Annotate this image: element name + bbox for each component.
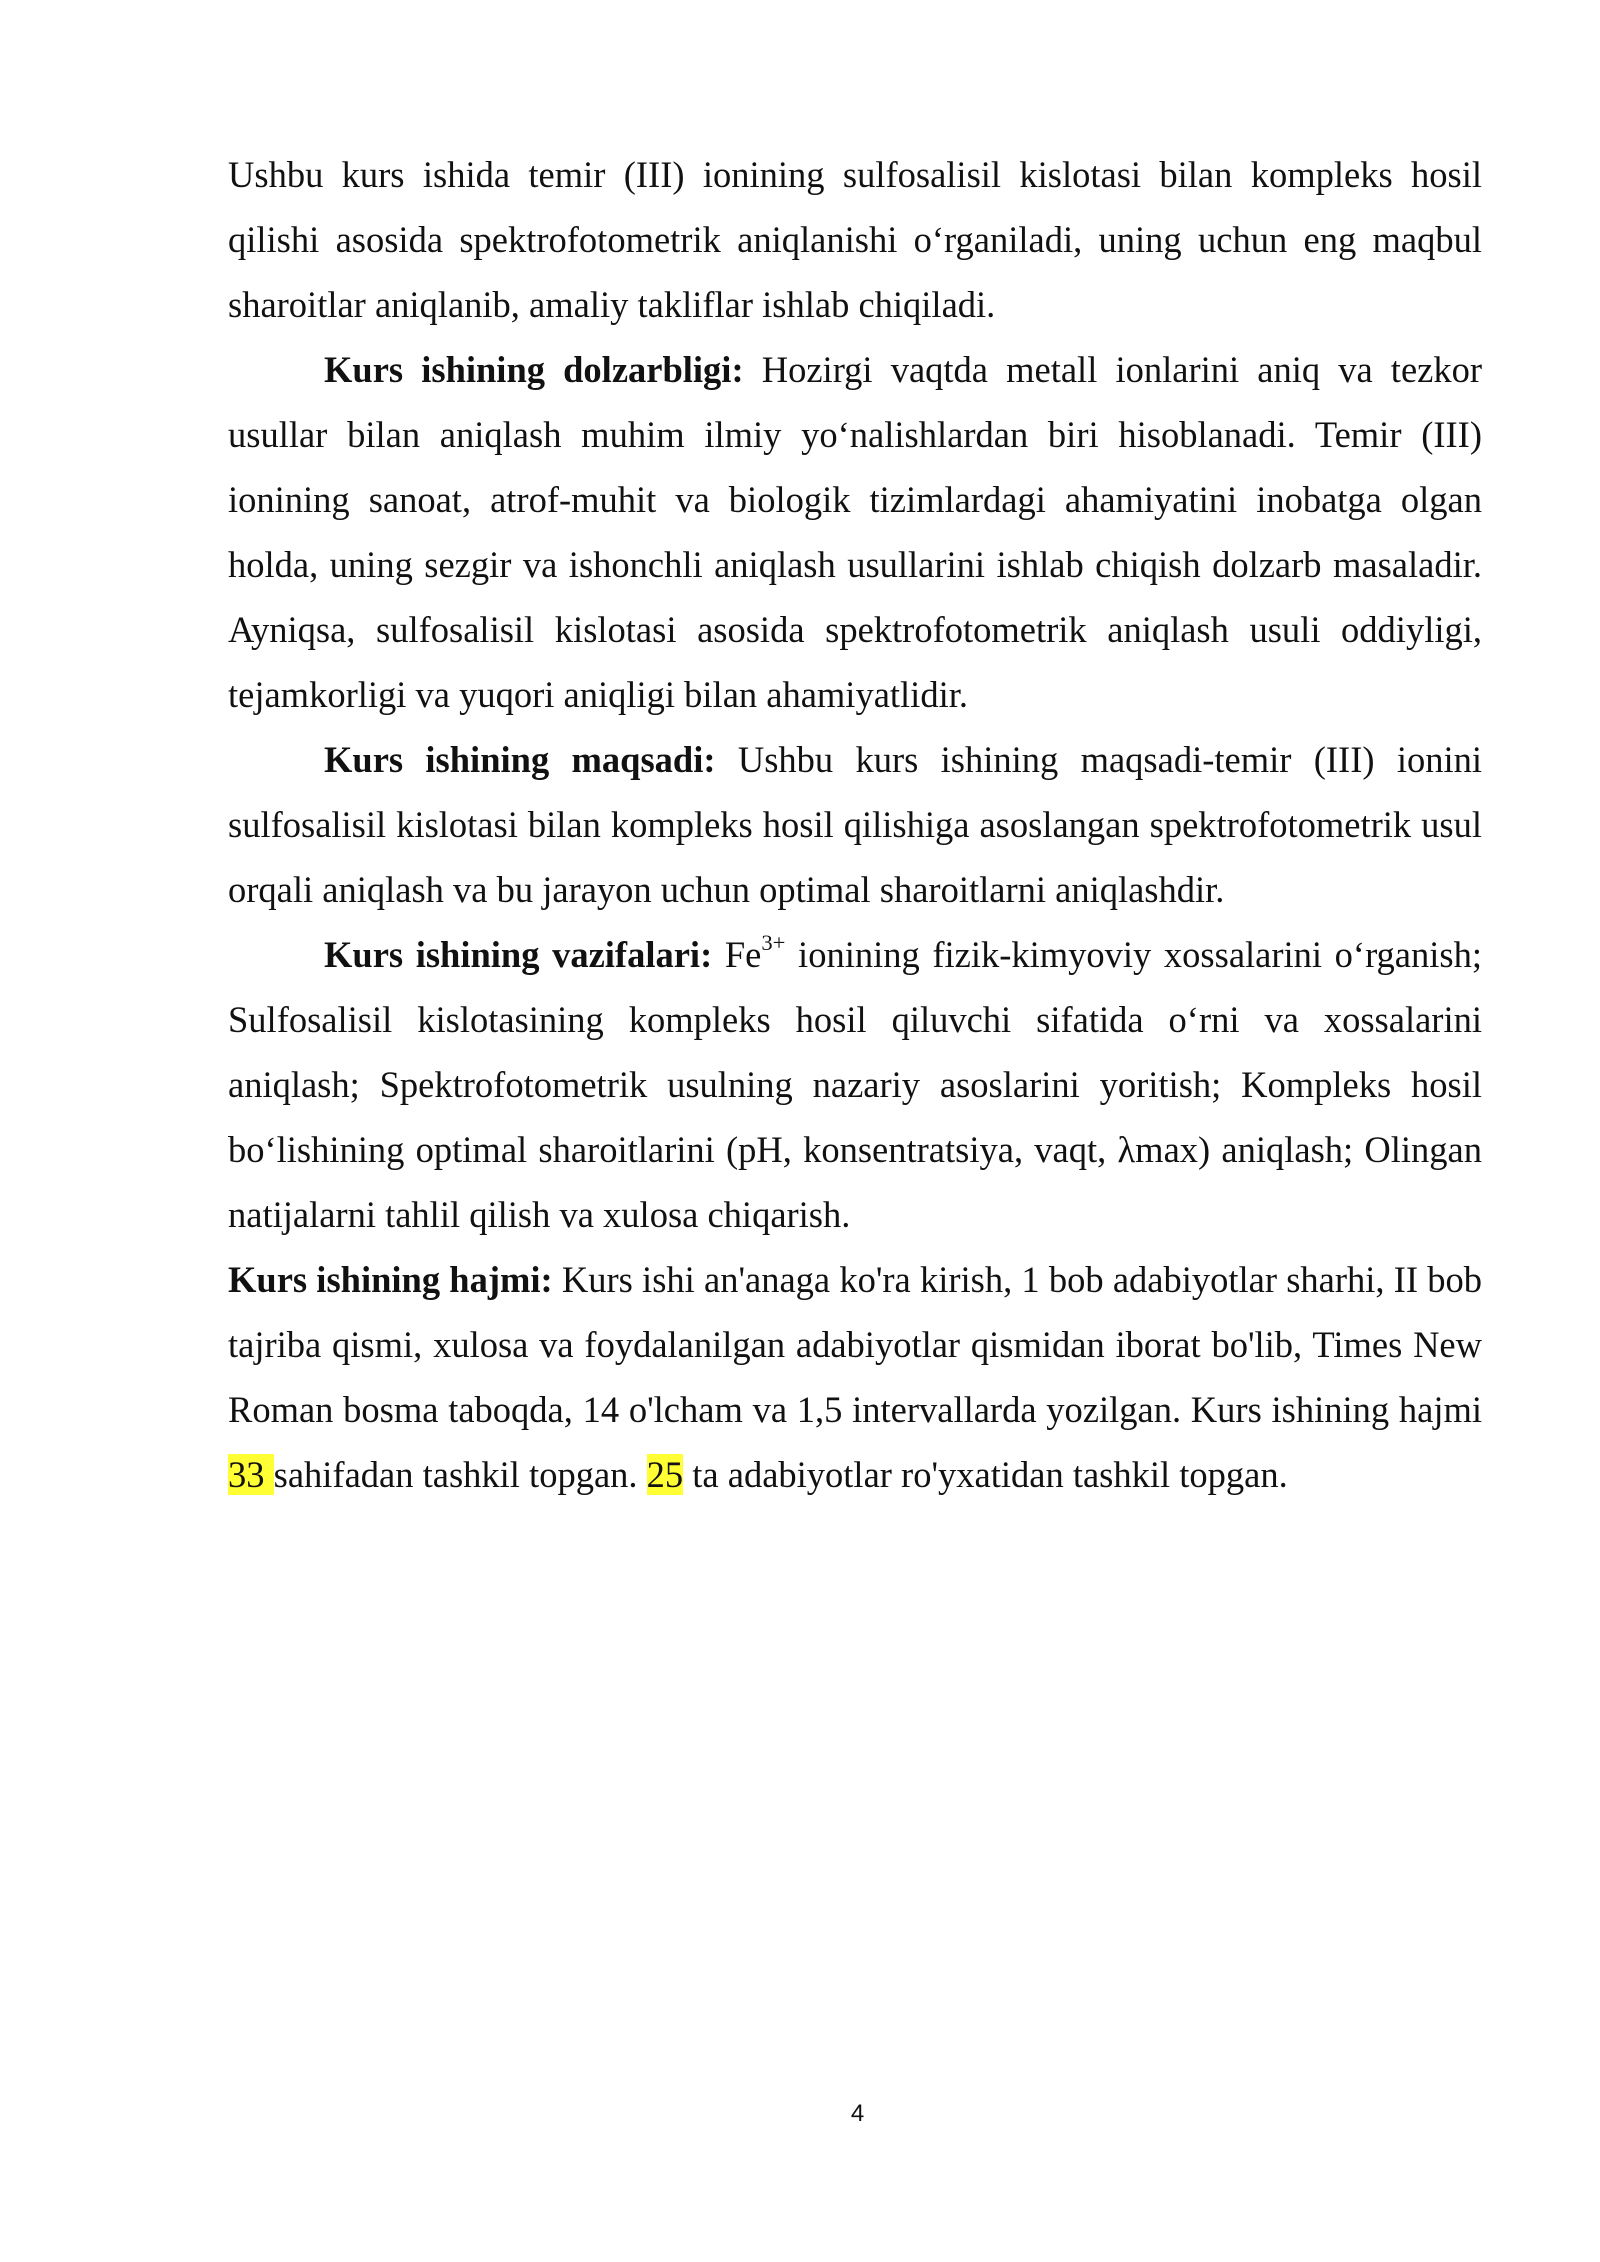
relevance-text: Hozirgi vaqtda metall ionlarini aniq va tezkor usullar bilan aniqlash muhim ilmiy yo‘nalishlardan biri hisoblanadi. Temir (III) ionining sanoat, atrof-muhit va biologik tizimlardagi ahamiyatini inobatga olgan holda, uning sezgir va ishonchli aniqlash usullarini ishlab chiqish dolzarb masaladir. Ayniqsa, sulfosalisil kislotasi asosida spektrofotometrik aniqlash usuli oddiyligi, tejamkorligi va yuqori aniqligi bilan ahamiyatlidir.	[228, 349, 1483, 715]
goal-paragraph	[228, 727, 1482, 922]
volume-text-after: ta adabiyotlar ro'yxatidan tashkil topgan.	[683, 1454, 1288, 1495]
relevance-heading: Kurs ishining dolzarbligi:	[324, 349, 744, 390]
intro-paragraph	[228, 142, 1482, 337]
document-body	[228, 142, 1482, 1507]
tasks-ion-charge: 3+	[761, 930, 786, 956]
pages-count-highlight: 33	[228, 1454, 274, 1495]
volume-text-middle: sahifadan tashkil topgan.	[273, 1454, 647, 1495]
tasks-text: ionining fizik-kimyoviy xossalarini o‘rganish; Sulfosalisil kislotasining kompleks hosil qiluvchi sifatida o‘rni va xossalarini aniqlash; Spektrofotometrik usulning nazariy asoslarini yoritish; Kompleks hosil bo‘lishining optimal sharoitlarini (pH, konsentratsiya, vaqt, λmax) aniqlash; Olingan natijalarni tahlil qilish va xulosa chiqarish.	[228, 934, 1482, 1235]
goal-text: Ushbu kurs ishining maqsadi-temir (III) ionini sulfosalisil kislotasi bilan kompleks hosil qilishiga asoslangan spektrofotometrik usul orqali aniqlash va bu jarayon uchun optimal sharoitlarni aniqlashdir.	[228, 739, 1482, 910]
relevance-paragraph	[228, 337, 1482, 727]
goal-heading: Kurs ishining maqsadi:	[324, 739, 716, 780]
tasks-ion: Fe	[712, 934, 762, 975]
volume-text-before: Kurs ishi an'anaga ko'ra kirish, 1 bob adabiyotlar sharhi, II bob tajriba qismi, xulosa va foydalanilgan adabiyotlar qismidan iborat bo'lib, Times New Roman bosma taboqda, 14 o'lcham va 1,5 intervallarda yozilgan. Kurs ishining hajmi	[228, 1259, 1483, 1430]
tasks-heading: Kurs ishining vazifalari:	[324, 934, 713, 975]
references-count-highlight: 25	[646, 1454, 684, 1495]
volume-heading: Kurs ishining hajmi:	[228, 1259, 553, 1300]
tasks-paragraph	[228, 922, 1482, 1247]
page-number: 4	[850, 2100, 865, 2127]
volume-paragraph	[228, 1247, 1482, 1507]
intro-text: Ushbu kurs ishida temir (III) ionining sulfosalisil kislotasi bilan kompleks hosil qilishi asosida spektrofotometrik aniqlanishi o‘rganiladi, uning uchun eng maqbul sharoitlar aniqlanib, amaliy takliflar ishlab chiqiladi.	[228, 154, 1482, 325]
